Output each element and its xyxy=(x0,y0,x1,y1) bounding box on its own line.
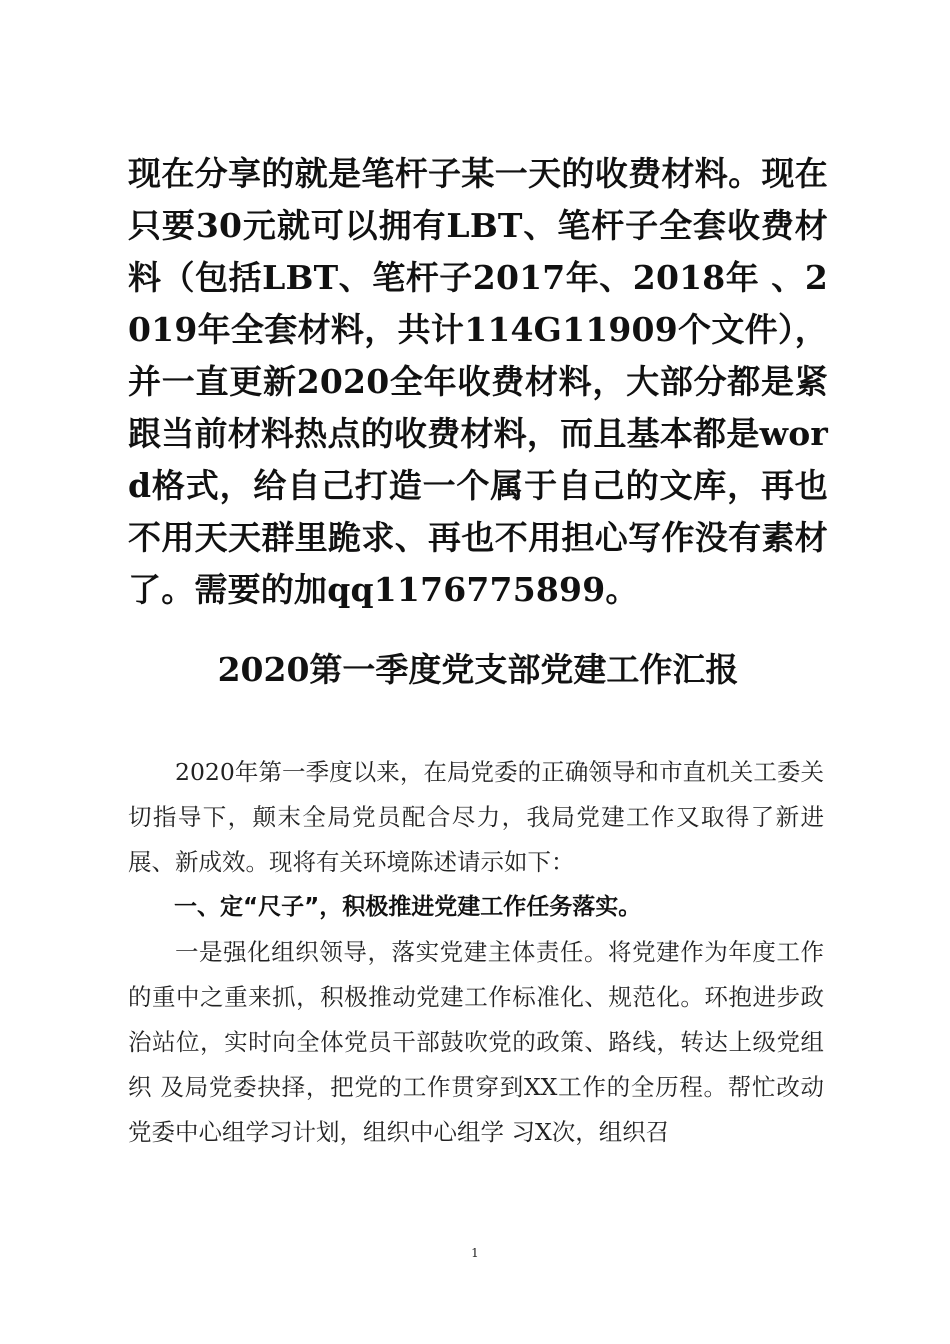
promo-paragraph: 现在分享的就是笔杆子某一天的收费材料。现在只要30元就可以拥有LBT、笔杆子全套收费材料（包括LBT、笔杆子2017年、2018年 、2019年全套材料，共计114G11909个文件），并一直更新2020全年收费材料，大部分都是紧跟当前材料热点的收费材料，而且基本都是word格式，给自己打造一个属于自己的文库，再也不用天天群里跪求、再也不用担心写作没有素材了。需要的加qq1176775899。 xyxy=(128,154,828,609)
document-body xyxy=(128,750,824,1155)
intro-paragraph: 2020年第一季度以来，在局党委的正确领导和市直机关工委关切指导下，颠末全局党员配合尽力，我局党建工作又取得了新进展、新成效。现将有关环境陈述请示如下： xyxy=(128,758,824,876)
body-paragraph: 一是强化组织领导，落实党建主体责任。将党建作为年度工作的重中之重来抓，积极推动党建工作标准化、规范化。环抱进步政治站位，实时向全体党员干部鼓吹党的政策、路线，转达上级党组织 及局党委抉择，把党的工作贯穿到XX工作的全历程。帮忙改动党委中心组学习计划，组织中心组学 习X次，组织召 xyxy=(128,938,824,1146)
page-number: 1 xyxy=(471,1246,479,1260)
section-heading: 一、定“尺子”，积极推进党建工作任务落实。 xyxy=(174,894,642,920)
document-title: 2020第一季度党支部党建工作汇报 xyxy=(217,650,739,689)
